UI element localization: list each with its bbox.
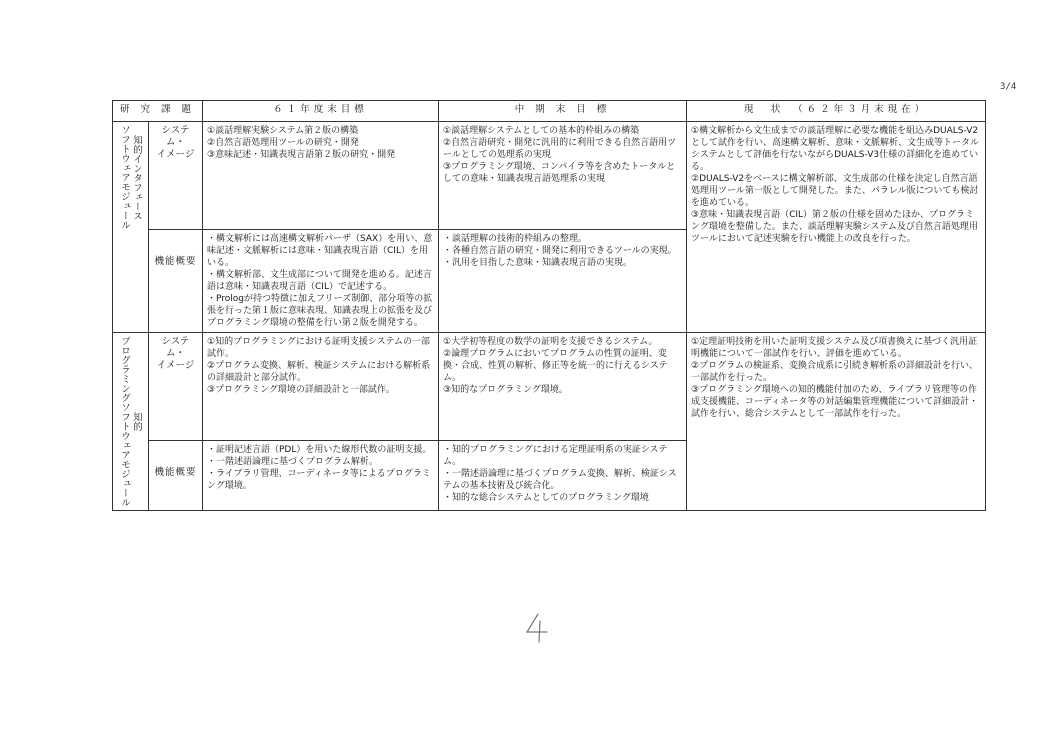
theme-intelligent-interface-software [113, 122, 149, 333]
fy61-goal-cell: ・証明記述言語（PDL）を用いた線形代数の証明支援。 ・一階述語論理に基づくプログラム解析。 ・ライブラリ管理、コーディネータ等によるプログラミング環境。 [203, 441, 439, 511]
label-function-overview: 機能概要 [149, 441, 203, 511]
page-number: 3/4 [1000, 82, 1017, 92]
label-system-image: システム・ イメージ [149, 333, 203, 441]
table-row [113, 122, 986, 230]
fy61-goal-cell: ①談話理解実験システム第２版の構築 ②自然言語処理用ツールの研究・開発 ③意味記述・知識表現言語第２版の研究・開発 [203, 122, 439, 230]
theme-title-col2: 知的 [131, 412, 142, 431]
midterm-goal-cell: ①談話理解システムとしての基本的枠組みの構築 ②自然言語研究・開発に汎用的に利用できる自然言語用ツールとしての処理系の実現 ③プログラミング環境、コンパイラ等を含めたトータルとしての意味・知識表現言語処理系の実現 [439, 122, 687, 230]
research-plan-table [112, 100, 986, 511]
handwritten-page-mark [522, 612, 550, 644]
theme-title-col2: 知的インタフェース [131, 134, 142, 220]
current-status-cell: ①構文解析から文生成までの談話理解に必要な機能を組込みDUALS-V2として試作を行い、高速構文解析、意味・文脈解析、文生成等トータルシステムとして評価を行ないながらDUALS-V3仕様の詳細化を進めている。 ②DUALS-V2をベースに構文解析部、文生成部の仕様を決定し自然言語処理用ツール第一版として開発した。また、パラレル版についても検討を進めている。 ③意味・知識表現言語（CIL）第２版の仕様を固めたほか、プログラミング環境を整備した。また、談話理解実験システム及び自然言語処理用ツールにおいて記述実験を行い機能上の改良を行った。 [687, 122, 986, 333]
fy61-goal-cell: ①知的プログラミングにおける証明支援システムの一部試作。 ②プログラム変換、解析、検証システムにおける解析系の詳細設計と部分試作。 ③プログラミング環境の詳細設計と一部試作。 [203, 333, 439, 441]
header-current-status: 現 状 （６２年３月末現在） [687, 101, 986, 122]
theme-title-col1: プログラミングソフトウェアモジュール [119, 336, 130, 507]
midterm-goal-cell: ①大学初等程度の数学の証明を支援できるシステム。 ②論理プログラムにおいてプログラムの性質の証明、変換・合成、性質の解析、修正等を統一的に行えるシステム。 ③知的なプログラミング環境。 [439, 333, 687, 441]
current-status-cell: ①定理証明技術を用いた証明支援システム及び項書換えに基づく汎用証明機能について一部試作を行い、評価を進めている。 ②プログラムの検証系、変換合成系に引続き解析系の詳細設計を行い、一部試作を行った。 ③プログラミング環境への知的機能付加のため、ライブラリ管理等の作成支援機能、コーディネータ等の対話編集管理機能について詳細設計・試作を行い、総合システムとして一部試作を行った。 [687, 333, 986, 511]
midterm-goal-cell: ・談話理解の技術的枠組みの整理。 ・各種自然言語の研究・開発に利用できるツールの実現。 ・汎用を目指した意味・知識表現言語の実現。 [439, 230, 687, 333]
header-theme: 研 究 課 題 [113, 101, 203, 122]
fy61-goal-cell: ・構文解析には高速構文解析パーザ（SAX）を用い、意味記述・文脈解析には意味・知識表現言語（CIL）を用いる。 ・構文解析部、文生成部について開発を進める。記述言語は意味・知識表現言語（CIL）で記述する。 ・Prologが持つ特徴に加えフリーズ制御、部分項等の拡張を行った第１版に意味表現、知識表現上の拡張を及びプログラミング環境の整備を行い第２版を開発する。 [203, 230, 439, 333]
table-row [113, 333, 986, 441]
midterm-goal-cell: ・知的プログラミングにおける定理証明系の実証システム。 ・一階述語論理に基づくプログラム変換、解析、検証システムの基本技術及び統合化。 ・知的な総合システムとしてのプログラミング環境 [439, 441, 687, 511]
theme-title-col1: ソフトウェアモジュール [119, 125, 130, 230]
label-system-image: システム・ イメージ [149, 122, 203, 230]
header-fy61-goal: ６１年度末目標 [203, 101, 439, 122]
header-row [113, 101, 986, 122]
header-midterm-goal: 中 期 末 目 標 [439, 101, 687, 122]
label-function-overview: 機能概要 [149, 230, 203, 333]
theme-intelligent-programming-software [113, 333, 149, 511]
